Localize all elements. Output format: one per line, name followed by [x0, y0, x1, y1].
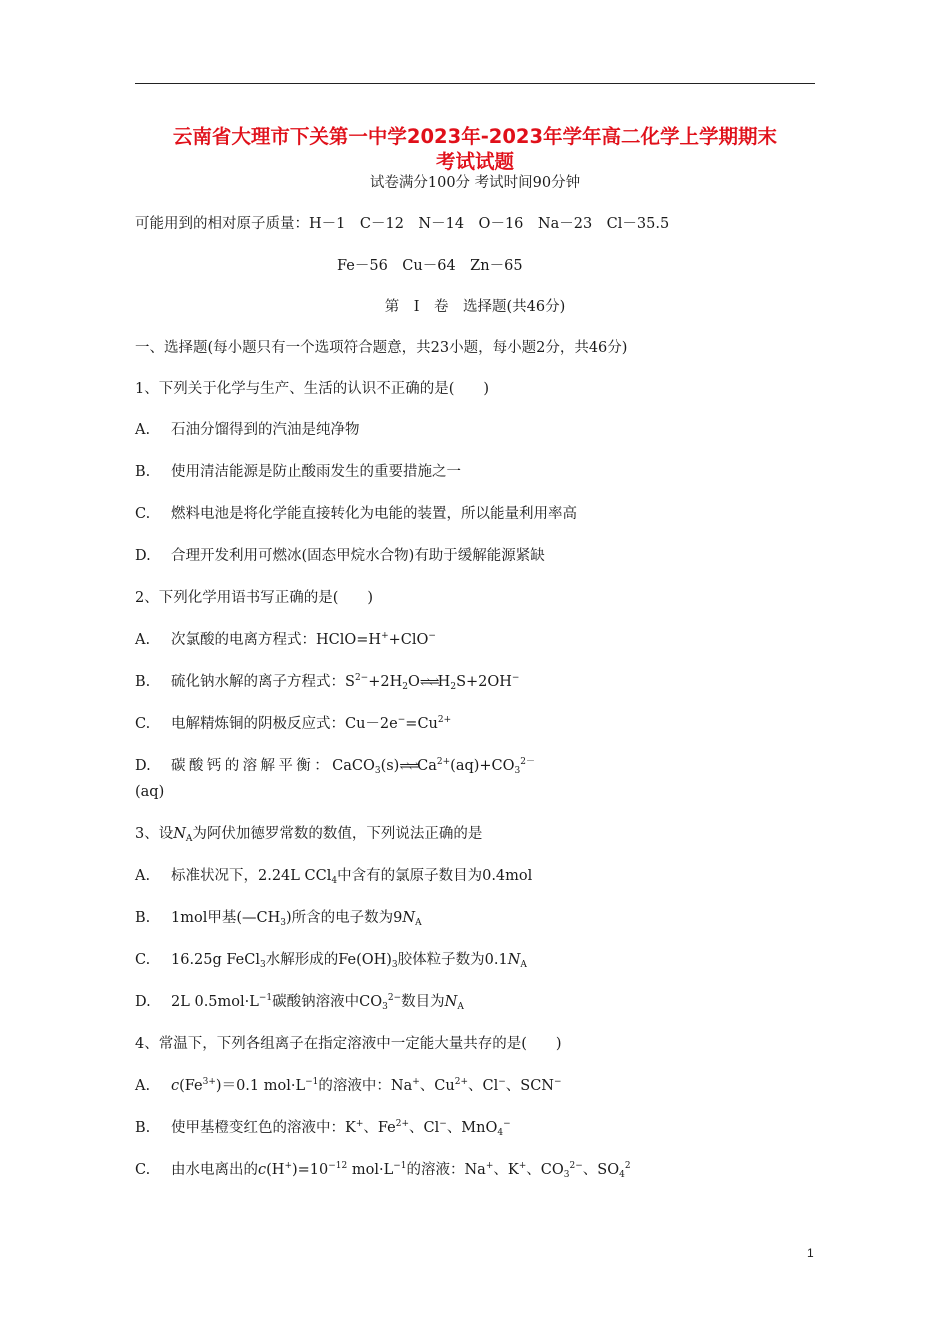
superscript: −12 — [328, 1161, 348, 1171]
concentration-symbol: c — [258, 1162, 267, 1178]
subscript: 3 — [514, 766, 521, 776]
charge: 2－ — [520, 757, 536, 767]
charge: 2 — [624, 1161, 631, 1171]
q1-option-d — [135, 546, 545, 566]
avogadro-symbol: N — [444, 994, 458, 1010]
option-text: (s) — [380, 758, 400, 774]
section-title: 第 Ⅰ 卷 选择题(共46分) — [384, 299, 566, 315]
option-text: )=10 — [291, 1162, 329, 1178]
q1-stem: 1、下列关于化学与生产、生活的认识不正确的是( ) — [135, 381, 490, 397]
charge: + — [381, 631, 389, 641]
option-text: +2H — [368, 674, 403, 690]
q2-option-c — [135, 714, 451, 734]
stem-text: 为阿伏加德罗常数的数值，下列说法正确的是 — [192, 826, 483, 842]
option-label: B. — [135, 910, 151, 926]
concentration-symbol: c — [171, 1078, 180, 1094]
subscript: 4 — [331, 876, 338, 886]
subscript: 3 — [259, 960, 266, 970]
option-text: 次氯酸的电离方程式：HClO=H — [171, 632, 382, 648]
q2-option-d — [135, 756, 535, 777]
page-number: 1 — [807, 1246, 814, 1260]
option-label: D. — [135, 548, 151, 564]
q4-stem: 4、常温下，下列各组离子在指定溶液中一定能大量共存的是( ) — [135, 1036, 562, 1052]
option-label: D. — [135, 758, 151, 774]
exam-info: 试卷满分100分 考试时间90分钟 — [369, 175, 581, 191]
charge: − — [397, 715, 406, 725]
q2-option-a — [135, 630, 436, 650]
option-text: 、SO — [582, 1162, 620, 1178]
option-text: 燃料电池是将化学能直接转化为电能的装置，所以能量利用率高 — [171, 506, 577, 522]
exam-title-line2: 考试试题 — [435, 150, 514, 173]
option-text: +ClO — [388, 632, 429, 648]
charge: 2+ — [454, 1077, 468, 1087]
charge: − — [503, 1119, 511, 1129]
subscript: 3 — [382, 1002, 388, 1012]
q3-option-d — [135, 992, 464, 1012]
option-label: A. — [135, 1078, 151, 1094]
superscript: −1 — [258, 993, 273, 1003]
option-text: 、Cl — [409, 1120, 440, 1136]
charge: − — [511, 673, 520, 683]
superscript: −1 — [305, 1077, 319, 1087]
q1-option-a — [135, 420, 360, 440]
option-text: 、Cu — [419, 1078, 455, 1094]
option-label: B. — [135, 464, 151, 480]
option-text: 使甲基橙变红色的溶液中：K — [171, 1120, 356, 1136]
q2-stem: 2、下列化学用语书写正确的是( ) — [135, 590, 374, 606]
atomic-mass-line1: 可能用到的相对原子质量：H－1 C－12 N－14 O－16 Na－23 Cl－35.5 — [135, 216, 670, 232]
option-label: B. — [135, 1120, 151, 1136]
option-text: (aq)+CO — [450, 758, 515, 774]
option-text: O — [407, 674, 420, 690]
option-text: 石油分馏得到的汽油是纯净物 — [171, 422, 360, 438]
avogadro-symbol: N — [173, 826, 186, 842]
option-text: (H — [266, 1162, 285, 1178]
section-instruction: 一、选择题(每小题只有一个选项符合题意，共23小题，每小题2分，共46分) — [135, 340, 628, 356]
q3-stem — [135, 824, 482, 844]
charge: 2+ — [436, 757, 451, 767]
option-label: A. — [135, 422, 151, 438]
header-rule — [135, 83, 815, 84]
charge: − — [439, 1119, 447, 1129]
subscript: 4 — [619, 1170, 625, 1180]
option-text: 使用清洁能源是防止酸雨发生的重要措施之一 — [171, 464, 461, 480]
q1-option-b — [135, 462, 461, 482]
stem-text: 3、设 — [135, 826, 174, 842]
option-text: 、Cl — [468, 1078, 499, 1094]
subscript: 3 — [280, 918, 286, 928]
option-label: C. — [135, 716, 151, 732]
option-label: A. — [135, 868, 151, 884]
option-text: 由水电离出的 — [171, 1162, 258, 1178]
option-text: CaCO — [332, 758, 375, 774]
exam-title: 云南省大理市下关第一中学2023年-2023年学年高二化学上学期期末 — [172, 125, 778, 148]
charge: + — [355, 1119, 364, 1129]
subscript: A — [457, 1002, 464, 1012]
superscript: −1 — [393, 1161, 407, 1171]
avogadro-symbol: N — [402, 910, 416, 926]
subscript: 4 — [497, 1128, 504, 1138]
subscript: 3 — [391, 960, 398, 970]
charge: − — [498, 1077, 506, 1087]
option-text: 1mol甲基(—CH — [171, 910, 281, 926]
option-text: 水解形成的Fe(OH) — [265, 952, 392, 968]
option-text: 电解精炼铜的阴极反应式：Cu－2e — [171, 716, 398, 732]
charge: + — [412, 1077, 420, 1087]
q4-option-b — [135, 1118, 511, 1138]
option-text: 、Fe — [363, 1120, 396, 1136]
charge: 2+ — [395, 1119, 410, 1129]
subscript: 2 — [402, 682, 408, 692]
charge: 2+ — [437, 715, 452, 725]
option-text: 的溶液中：Na — [318, 1078, 413, 1094]
charge: − — [554, 1077, 562, 1087]
charge: 3+ — [202, 1077, 216, 1087]
option-label: D. — [135, 994, 151, 1010]
subscript: A — [520, 960, 527, 970]
option-label: C. — [135, 952, 151, 968]
option-text: 合理开发利用可燃冰(固态甲烷水合物)有助于缓解能源紧缺 — [171, 548, 545, 564]
option-text: (Fe — [179, 1078, 203, 1094]
option-text: 、MnO — [446, 1120, 498, 1136]
option-text: 胶体粒子数为0.1 — [397, 952, 508, 968]
avogadro-symbol: N — [507, 952, 521, 968]
charge: + — [485, 1161, 494, 1171]
option-text: 数目为 — [401, 994, 445, 1010]
option-text: 16.25g FeCl — [171, 952, 260, 968]
equilibrium-arrow-icon: ⇌⇌ — [419, 675, 438, 690]
equilibrium-arrow-icon: ⇌⇌ — [399, 759, 418, 774]
q4-option-c — [135, 1160, 631, 1180]
q3-option-b — [135, 908, 422, 928]
charge: + — [518, 1161, 527, 1171]
option-text: 、SCN — [505, 1078, 554, 1094]
charge: + — [284, 1161, 292, 1171]
subscript: 2 — [450, 682, 457, 692]
option-label: A. — [135, 632, 151, 648]
option-text: Ca — [417, 758, 437, 774]
option-text: 碳酸钙的溶解平衡： — [171, 758, 333, 774]
option-text: 中含有的氯原子数目为0.4mol — [337, 868, 533, 884]
atomic-mass-line2: Fe－56 Cu－64 Zn－65 — [337, 258, 523, 274]
subscript: A — [185, 834, 193, 844]
option-text: 、K — [493, 1162, 519, 1178]
option-label: C. — [135, 506, 151, 522]
q3-option-a — [135, 866, 532, 886]
charge: 2− — [354, 673, 369, 683]
option-text: 2L 0.5mol·L — [171, 994, 259, 1010]
q2-option-d-cont: (aq) — [135, 784, 165, 800]
option-label: C. — [135, 1162, 151, 1178]
option-text: )＝0.1 mol·L — [215, 1078, 306, 1094]
option-text: =Cu — [405, 716, 438, 732]
subscript: 3 — [563, 1170, 570, 1180]
q1-option-c — [135, 504, 577, 524]
option-text: 的溶液：Na — [406, 1162, 486, 1178]
option-text: 硫化钠水解的离子方程式：S — [171, 674, 355, 690]
subscript: 3 — [374, 766, 381, 776]
option-text: 碳酸钠溶液中CO — [272, 994, 383, 1010]
option-text: mol·L — [351, 1162, 394, 1178]
option-text: )所含的电子数为9 — [285, 910, 403, 926]
subscript: A — [415, 918, 422, 928]
option-text: 标准状况下，2.24L CCl — [171, 868, 332, 884]
option-text: 、CO — [526, 1162, 564, 1178]
q2-option-b — [135, 672, 519, 693]
charge: − — [428, 631, 436, 641]
option-text: H — [437, 674, 451, 690]
q4-option-a — [135, 1076, 562, 1096]
q3-option-c — [135, 950, 527, 970]
option-label: B. — [135, 674, 151, 690]
charge: 2− — [387, 993, 402, 1003]
charge: 2− — [569, 1161, 583, 1171]
option-text: S+2OH — [456, 674, 512, 690]
